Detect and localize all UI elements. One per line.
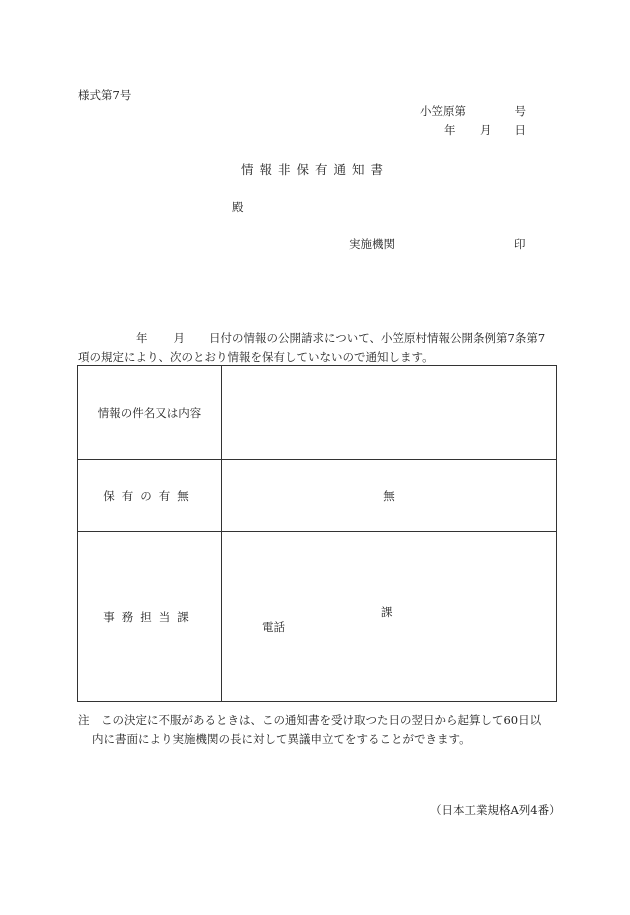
row-label-department: 事務担当課 [78, 532, 222, 702]
office-number-line [420, 103, 528, 119]
paper-standard: （日本工業規格A列4番） [430, 803, 561, 817]
form-number: 様式第7号 [78, 88, 132, 102]
note-line-2: 内に書面により実施機関の長に対して異議申立てをすることができます。 [92, 732, 471, 746]
row-label-possession: 保有の有無 [78, 460, 222, 532]
date-year: 年 [444, 123, 456, 137]
addressee: 殿 [232, 200, 244, 214]
table-row [78, 460, 557, 532]
row-value-subject [222, 366, 557, 460]
dept-suffix: 課 [381, 605, 393, 619]
date-day: 日 [514, 123, 526, 137]
issue-date [444, 122, 528, 138]
body-year: 年 [136, 331, 148, 345]
row-value-department [222, 532, 557, 702]
body-month: 月 [173, 331, 185, 345]
appeal-note [78, 711, 558, 749]
table-row [78, 366, 557, 460]
agency-label: 実施機関 [349, 237, 395, 251]
table-row [78, 532, 557, 702]
body-text: 日付の情報の公開請求について、小笠原村情報公開条例第7条第7項の規定により、次のとおり情報を保有していないので通知します。 [78, 331, 546, 364]
date-month: 月 [480, 123, 492, 137]
row-value-possession: 無 [222, 460, 557, 532]
office-prefix: 小笠原第 [420, 104, 466, 118]
phone-label: 電話 [262, 620, 285, 634]
office-suffix: 号 [514, 104, 526, 118]
seal-mark: 印 [514, 237, 526, 251]
row-label-subject: 情報の件名又は内容 [78, 366, 222, 460]
info-table [77, 365, 557, 702]
notice-body [78, 329, 552, 367]
note-line-1: 注 この決定に不服があるときは、この通知書を受け取つた日の翌日から起算して60日以 [78, 713, 542, 727]
document-title: 情報非保有通知書 [240, 162, 389, 177]
